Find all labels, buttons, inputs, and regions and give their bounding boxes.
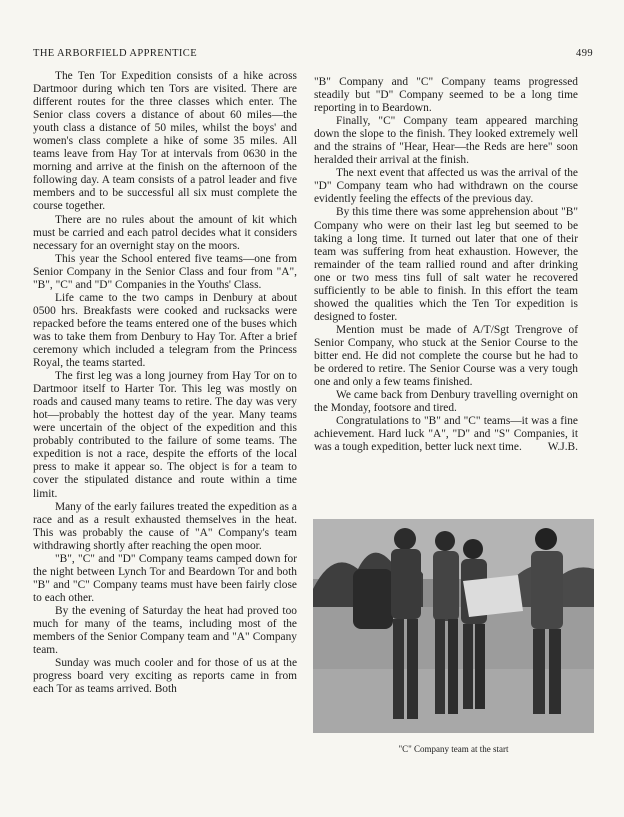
paragraph: The next event that affected us was the arrival of the "D" Company team who had withdrawn on the course evidently feeling the effects of the previous day. [314, 167, 578, 206]
left-column [33, 70, 297, 696]
paragraph: There are no rules about the amount of kit which must be carried and each patrol decides what it considers necessary for an overnight stay on the moors. [33, 213, 297, 252]
paragraph: The first leg was a long journey from Hay Tor on to Dartmoor itself to Harter Tor. This leg was mostly on roads and caused many teams to retire. The day was very hot—probably the hottest day of the year. Many teams were uncertain of the object of the expedition and this probably contributed to the failure of some teams. The expedition is not a race, despite the efforts of the local press to make it appear so. The object is for a team to cover the stipulated distance and route within a time limit. [33, 370, 297, 500]
paragraph: Mention must be made of A/T/Sgt Trengrove of Senior Company, who stuck at the Senior Course to the bitter end. He did not complete the course but he had to be ordered to retire. The Senior Course was a very tough one and only a few teams finished. [314, 323, 578, 389]
paragraph: Sunday was much cooler and for those of us at the progress board very exciting as reports came in from each Tor as teams arrived. Both [33, 657, 297, 696]
paragraph: "B", "C" and "D" Company teams camped down for the night between Lynch Tor and Beardown Tor and both "B" and "C" Company teams must have been fairly close to each other. [33, 552, 297, 604]
paragraph: We came back from Denbury travelling overnight on the Monday, footsore and tired. [314, 389, 578, 415]
photo-caption: "C" Company team at the start [398, 744, 509, 754]
page-header [33, 48, 593, 62]
right-column [314, 76, 578, 454]
paragraph: By this time there was some apprehension about "B" Company who were on their last leg but seemed to be taking a long time. It turned out later that one of their team was suffering from heat exhaustion. However, the remainder of the team rallied round and after drinking one or two mess tins full of salt water he recovered sufficiently to be able to finish. In this effort the team showed the qualities which the Ten Tor expedition is designed to foster. [314, 206, 578, 323]
team-photo [313, 519, 594, 733]
paragraph-text: Congratulations to "B" and "C" teams—it was a fine achievement. Hard luck "A", "D" and "S" Companies, it was a tough expedition, better luck next time. [314, 415, 578, 454]
paragraph: This year the School entered five teams—one from Senior Company in the Senior Class and four from "A", "B", "C" and "D" Companies in the Youths' Class. [33, 252, 297, 291]
page-number: 499 [576, 48, 593, 59]
paragraph: The Ten Tor Expedition consists of a hike across Dartmoor during which ten Tors are visited. There are different routes for the three classes which enter. The Senior class covers a distance of about 60 miles—the youth class a distance of 50 miles, whilst the boys' and women's class complete a hike of some 35 miles. All teams leave from Hay Tor at intervals from 0630 in the morning and arrive at the finish on the afternoon of the following day. A team consists of a patrol leader and five members and to be successful all six must complete the course together. [33, 70, 297, 213]
paragraph: Life came to the two camps in Denbury at about 0500 hrs. Breakfasts were cooked and rucksacks were repacked before the teams entered one of the buses which was to take them from Denbury to Hay Tor. After a brief ceremony which included a telegram from the Princess Royal, the teams started. [33, 291, 297, 370]
paragraph: By the evening of Saturday the heat had proved too much for many of the teams, including most of the members of the Senior Company team and "A" Company team. [33, 604, 297, 657]
paragraph [314, 415, 578, 454]
photo-illustration [313, 519, 594, 733]
paragraph: Many of the early failures treated the expedition as a race and as a result exhausted themselves in the heat. This was probably the cause of "A" Company's team withdrawing shortly after reaching the open moor. [33, 500, 297, 552]
paragraph: Finally, "C" Company team appeared marching down the slope to the finish. They looked extremely well and the strains of "Hear, Hear—the Reds are here" soon heralded their arrival at the finish. [314, 115, 578, 167]
journal-title: THE ARBORFIELD APPRENTICE [33, 48, 198, 59]
paragraph: "B" Company and "C" Company teams progressed steadily but "D" Company seemed to be a long time reporting in to Beardown. [314, 76, 578, 115]
author-signature: W.J.B. [547, 441, 578, 454]
